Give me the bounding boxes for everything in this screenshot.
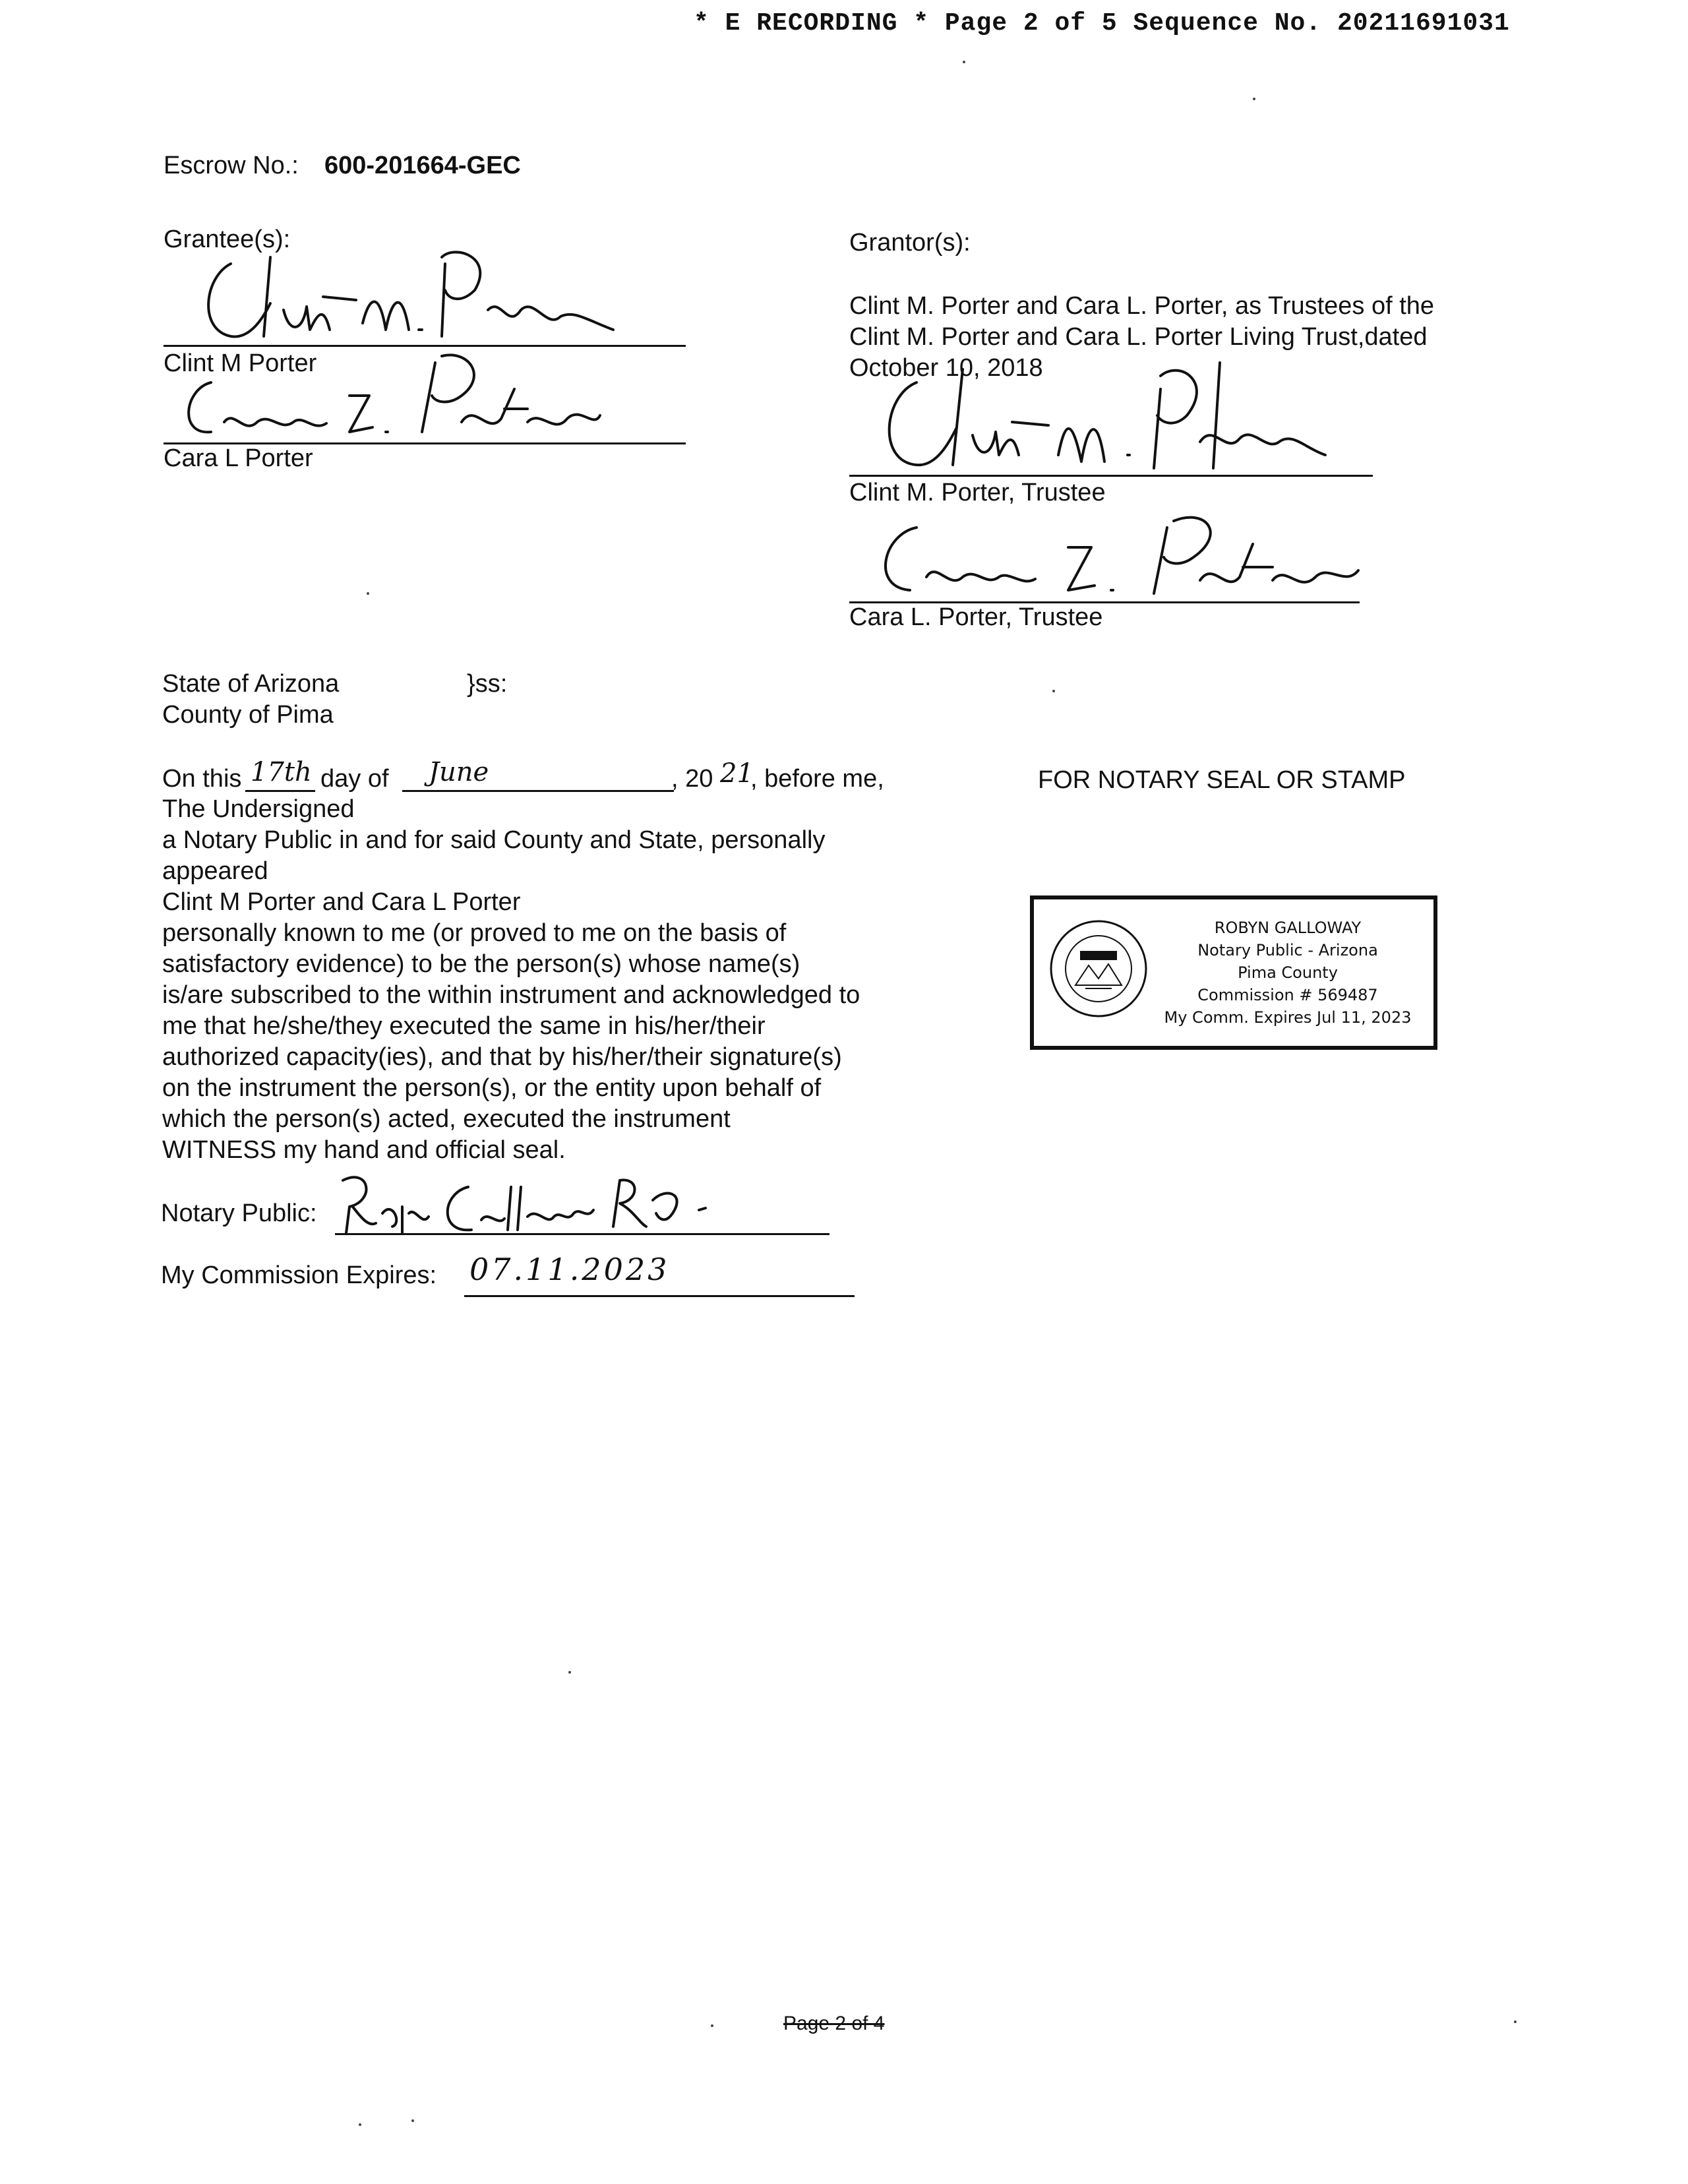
ack-line-3: a Notary Public in and for said County and State, personally <box>162 826 826 854</box>
grantor-desc-line-3: October 10, 2018 <box>849 354 1043 382</box>
stamp-text-block <box>1153 917 1423 1029</box>
venue-state: State of Arizona <box>162 670 340 698</box>
scan-speck <box>1052 690 1055 692</box>
notary-signature-line <box>335 1233 829 1235</box>
scan-speck <box>411 2119 414 2122</box>
grantor-trustee-1: Clint M. Porter, Trustee <box>849 479 1106 506</box>
grantor-desc-line-2: Clint M. Porter and Cara L. Porter Living Trust,dated <box>849 323 1428 351</box>
signature-cara-trustee <box>857 508 1372 607</box>
stamp-county: Pima County <box>1238 963 1338 982</box>
ack-before-me: , before me, <box>750 765 884 793</box>
stamp-expiration: My Comm. Expires Jul 11, 2023 <box>1164 1008 1412 1027</box>
scan-speck <box>1514 2020 1517 2023</box>
venue-ss: }ss: <box>467 670 508 698</box>
ack-on-this: On this <box>162 765 242 793</box>
grantee-name-1: Clint M Porter <box>164 349 317 377</box>
scan-speck <box>359 2123 361 2126</box>
ack-month-blank <box>402 790 674 792</box>
scan-speck <box>568 1671 571 1674</box>
ack-year-prefix: , 20 <box>671 765 713 793</box>
ack-line-4: appeared <box>162 857 268 885</box>
ack-line-13: WITNESS my hand and official seal. <box>162 1136 566 1164</box>
ack-day-handwritten: 17th <box>251 757 312 787</box>
signature-cara-grantee <box>171 349 607 448</box>
grantee-heading: Grantee(s): <box>164 226 291 253</box>
ack-day-of: day of <box>320 765 389 793</box>
grantor-heading: Grantor(s): <box>849 229 971 257</box>
ack-line-8: is/are subscribed to the within instrument and acknowledged to <box>162 981 860 1009</box>
escrow-label: Escrow No.: <box>164 152 299 179</box>
escrow-number: 600-201664-GEC <box>324 152 521 179</box>
stamp-notary-name: ROBYN GALLOWAY <box>1214 919 1362 937</box>
scan-speck <box>1253 98 1255 100</box>
ack-line-7: satisfactory evidence) to be the person(s) whose name(s) <box>162 950 800 978</box>
grantor-desc-line-1: Clint M. Porter and Cara L. Porter, as Trustees of the <box>849 292 1435 320</box>
notary-stamp <box>1030 895 1437 1050</box>
signature-clint-grantee <box>191 237 666 349</box>
ack-line-10: authorized capacity(ies), and that by his/her/their signature(s) <box>162 1043 842 1071</box>
commission-expires-handwritten: 07.11.2023 <box>469 1252 670 1287</box>
ack-line-5: Clint M Porter and Cara L Porter <box>162 888 521 916</box>
grantor-signature-line-1 <box>849 475 1373 477</box>
grantee-name-2: Cara L Porter <box>164 444 313 472</box>
stamp-commission-number: Commission # 569487 <box>1197 986 1378 1004</box>
ack-line-6: personally known to me (or proved to me on the basis of <box>162 919 787 947</box>
commission-expires-label: My Commission Expires: <box>161 1261 437 1289</box>
scan-speck <box>963 61 965 63</box>
ack-day-blank <box>245 790 315 792</box>
ack-line-11: on the instrument the person(s), or the entity upon behalf of <box>162 1074 822 1102</box>
ack-month-handwritten: June <box>429 757 489 787</box>
seal-heading: FOR NOTARY SEAL OR STAMP <box>1038 766 1406 794</box>
footer-page-label: Page 2 of 4 <box>783 2013 885 2034</box>
stamp-notary-title: Notary Public - Arizona <box>1197 941 1378 959</box>
notary-public-label: Notary Public: <box>161 1199 317 1227</box>
arizona-seal-emblem <box>1046 913 1151 1025</box>
venue-county: County of Pima <box>162 701 334 729</box>
signature-clint-trustee <box>870 356 1332 475</box>
ack-line-12: which the person(s) acted, executed the instrument <box>162 1105 731 1133</box>
ack-line-2: The Undersigned <box>162 795 355 823</box>
grantor-trustee-2: Cara L. Porter, Trustee <box>849 603 1103 631</box>
recording-header: * E RECORDING * Page 2 of 5 Sequence No. 20211691031 <box>694 9 1510 38</box>
scan-speck <box>367 592 369 595</box>
grantee-signature-line-1 <box>164 345 686 347</box>
scan-speck <box>711 2024 713 2027</box>
ack-year-handwritten: 21 <box>720 758 754 789</box>
commission-expires-line <box>464 1295 855 1297</box>
ack-line-9: me that he/she/they executed the same in his/her/their <box>162 1012 766 1040</box>
